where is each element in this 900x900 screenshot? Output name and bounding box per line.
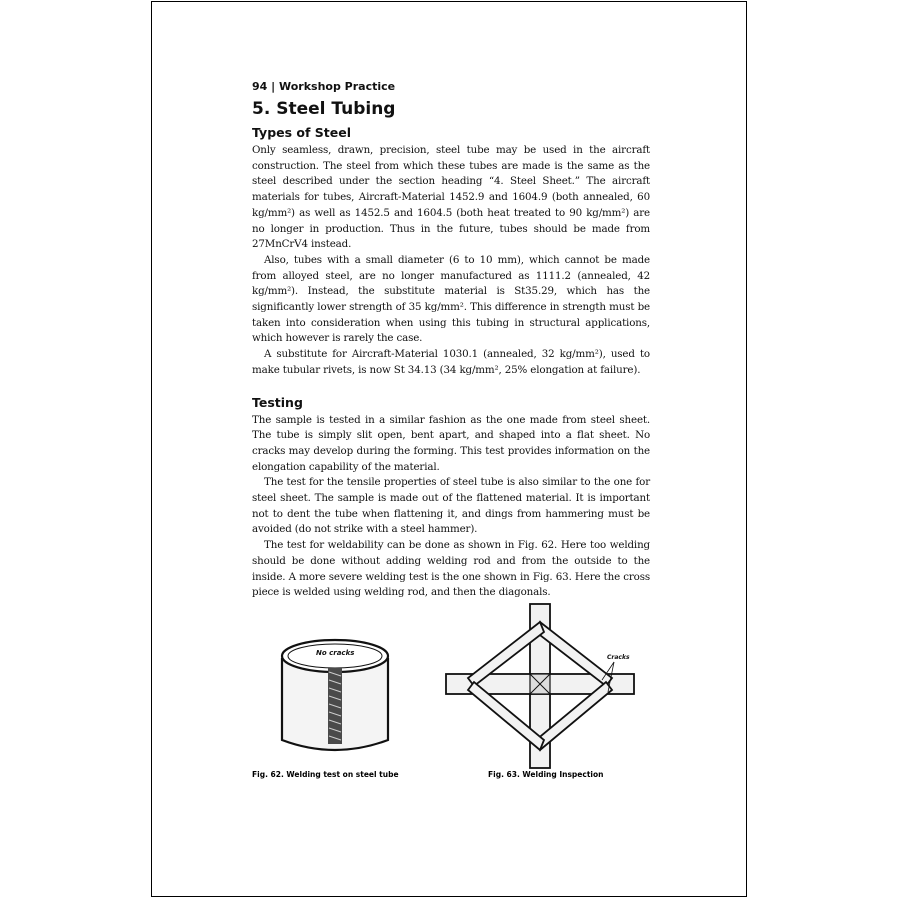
cracks-label: Cracks: [607, 654, 630, 661]
page-content: [252, 80, 650, 601]
figures-area: [252, 600, 650, 790]
figure-63-caption: Fig. 63. Welding Inspection: [488, 770, 604, 779]
paragraph: The test for the tensile properties of steel tube is also similar to the one for steel sheet. The sample is made out of the flattened material. It is important not to dent the tube when flattening it, and dings from hammering must be avoided (do not strike with a steel hammer).: [252, 476, 650, 536]
chapter-title: 5. Steel Tubing: [252, 99, 396, 119]
paragraph: The test for weldability can be done as shown in Fig. 62. Here too welding should be done without adding welding rod and from the outside to the inside. A more severe welding test is the one shown in Fig. 63. Here the cross piece is welded using welding rod, and then the diagonals.: [252, 539, 650, 599]
figure-62-caption: Fig. 62. Welding test on steel tube: [252, 770, 399, 779]
section-heading-types: Types of Steel: [252, 125, 352, 140]
section-heading-testing: Testing: [252, 394, 303, 410]
no-cracks-label: No cracks: [316, 649, 355, 657]
paragraph: A substitute for Aircraft-Material 1030.1 (annealed, 32 kg/mm²), used to make tubular rivets, is now St 34.13 (34 kg/mm², 25% elongation at failure).: [252, 348, 650, 376]
paragraph: Also, tubes with a small diameter (6 to 10 mm), which cannot be made from alloyed steel, are no longer manufactured as 1111.2 (annealed, 42 kg/mm²). Instead, the substitute material is St35.29, which has the significantly lower strength of 35 kg/mm². This difference in strength must be taken into consideration when using this tubing in structural applications, which however is rarely the case.: [252, 253, 650, 345]
paragraph: The sample is tested in a similar fashion as the one made from steel sheet. The tube is simply slit open, bent apart, and shaped into a flat sheet. No cracks may develop during the forming. This test provides information on the elongation capability of the material.: [252, 413, 650, 473]
tube-weld-figure: [276, 636, 394, 762]
running-head: 94 | Workshop Practice: [252, 80, 396, 93]
book-page: [151, 1, 747, 897]
cross-weld-figure: [442, 600, 642, 772]
paragraph: Only seamless, drawn, precision, steel tube may be used in the aircraft construction. The steel from which these tubes are made is the same as the steel described under the section heading “4. Steel Sheet.” The aircraft materials for tubes, Aircraft-Material 1452.9 and 1604.9 (both annealed, 60 kg/mm²) as well as 1452.5 and 1604.5 (both heat treated to 90 kg/mm²) are no longer in production. Thus in the future, tubes should be made from 27MnCrV4 instead.: [252, 144, 650, 251]
